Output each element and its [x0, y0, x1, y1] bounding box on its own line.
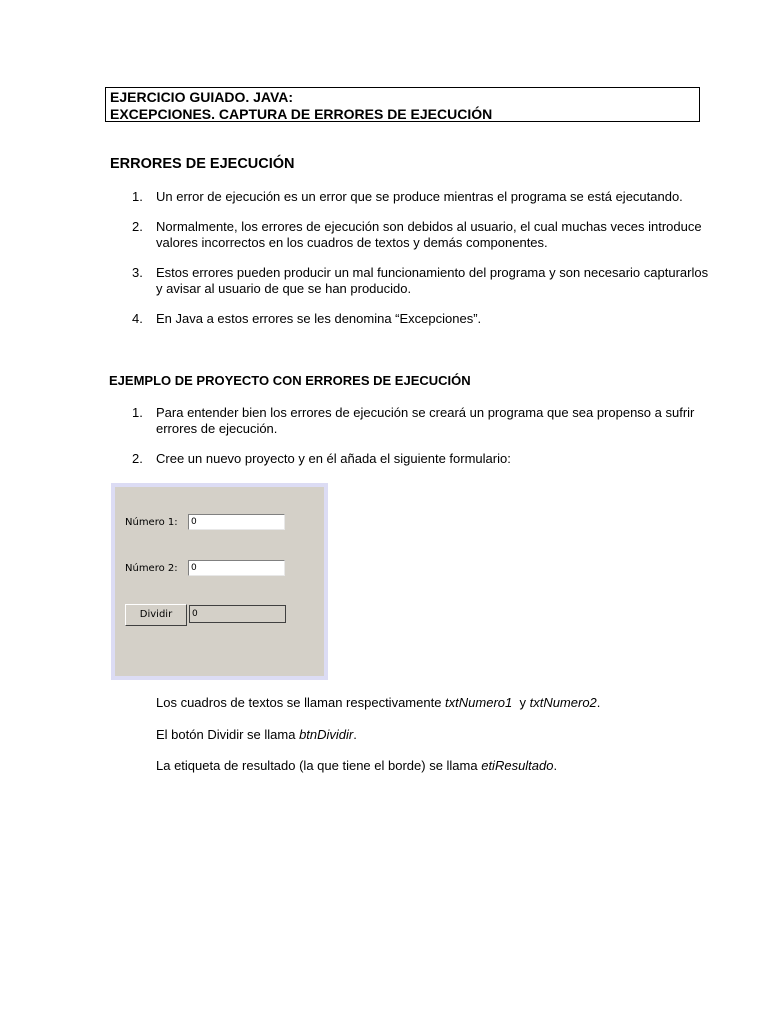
- list-item-text: En Java a estos errores se les denomina “Excepciones”.: [156, 311, 482, 326]
- list-item-text: Estos errores pueden producir un mal funcionamiento del programa y son necesario capturarlos y avisar al usuario de que se han producido.: [156, 265, 709, 296]
- note-identifier: btnDividir: [299, 727, 354, 742]
- list-item: [110, 189, 710, 205]
- list-item-number: 2.: [132, 451, 143, 466]
- note-text: Los cuadros de textos se llaman respectivamente: [156, 695, 446, 710]
- form-screenshot: [111, 483, 328, 680]
- list-item-text: Para entender bien los errores de ejecución se creará un programa que sea propenso a sufrir errores de ejecución.: [156, 405, 695, 436]
- list-item: [110, 311, 710, 327]
- list-item-number: 2.: [132, 219, 143, 234]
- numero2-input[interactable]: 0: [188, 560, 285, 576]
- document-title-box: [105, 87, 700, 122]
- numero1-input[interactable]: 0: [188, 514, 285, 530]
- note-identifier: etiResultado: [481, 758, 554, 773]
- document-title-line-2: EXCEPCIONES. CAPTURA DE ERRORES DE EJECUCIÓN: [110, 106, 493, 122]
- note-identifier: txtNumero2: [529, 695, 597, 710]
- list-item-number: 1.: [132, 189, 143, 204]
- note-text: El botón Dividir se llama: [156, 727, 300, 742]
- document-title-line-1: EJERCICIO GUIADO. JAVA:: [110, 89, 294, 105]
- note-text: .: [553, 758, 558, 773]
- note-text: La etiqueta de resultado (la que tiene el borde) se llama: [156, 758, 482, 773]
- list-item-text: Normalmente, los errores de ejecución son debidos al usuario, el cual muchas veces introduce valores incorrectos en los cuadros de textos y demás componentes.: [156, 219, 702, 250]
- note-text: y: [512, 695, 530, 710]
- numero1-label: Número 1:: [125, 517, 178, 528]
- note-text: .: [596, 695, 601, 710]
- dividir-button[interactable]: Dividir: [125, 604, 187, 626]
- list-item-text: Cree un nuevo proyecto y en él añada el siguiente formulario:: [156, 451, 511, 466]
- note-button-name: [156, 727, 357, 742]
- section-heading-errores: ERRORES DE EJECUCIÓN: [110, 156, 295, 172]
- numero2-label: Número 2:: [125, 563, 178, 574]
- section-heading-ejemplo: EJEMPLO DE PROYECTO CON ERRORES DE EJECUCIÓN: [109, 373, 471, 388]
- list-item-number: 4.: [132, 311, 143, 326]
- list-item-number: 1.: [132, 405, 143, 420]
- ejemplo-list: [110, 405, 710, 481]
- list-item: [110, 405, 710, 437]
- list-item: [110, 265, 710, 297]
- list-item: [110, 451, 710, 467]
- errores-list: [110, 189, 710, 341]
- list-item-text: Un error de ejecución es un error que se produce mientras el programa se está ejecutando.: [156, 189, 683, 204]
- form-panel: [115, 487, 324, 676]
- list-item: [110, 219, 710, 251]
- list-item-number: 3.: [132, 265, 143, 280]
- note-text: .: [353, 727, 357, 742]
- note-identifier: txtNumero1: [445, 695, 513, 710]
- note-label-name: [156, 758, 557, 773]
- result-label: 0: [189, 605, 286, 623]
- note-textfield-names: [156, 695, 600, 710]
